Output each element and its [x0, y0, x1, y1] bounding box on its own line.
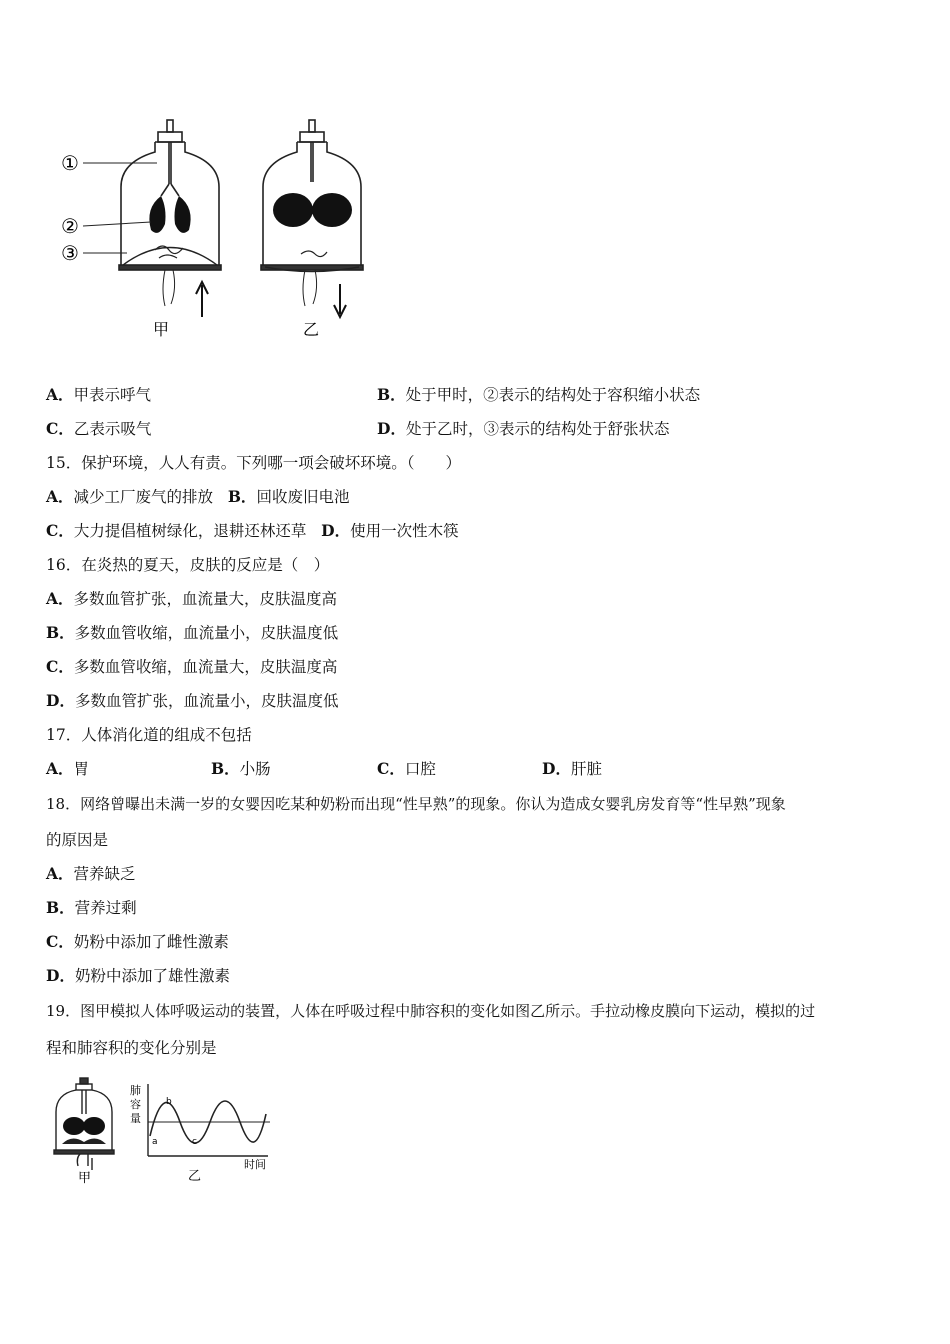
q17-option-b[interactable] [211, 759, 271, 779]
option-label: A． [46, 864, 74, 883]
fig2-caption-jia: 甲 [78, 1171, 92, 1186]
option-text: 多数血管收缩，血流量大，皮肤温度高 [73, 658, 338, 676]
option-label: B． [211, 759, 240, 778]
option-label: A． [46, 487, 74, 506]
q16-option-d[interactable] [46, 691, 338, 711]
marker-leaders [83, 163, 157, 253]
volume-chart [130, 1083, 270, 1184]
q14-option-c[interactable] [46, 419, 151, 439]
y-axis-label [128, 1076, 131, 1077]
y-label-char-1: 肺 [130, 1084, 141, 1097]
x-axis-label: 时间 [244, 1158, 266, 1171]
q15-stem: 15．保护环境，人人有责。下列哪一项会破坏环境。（ ） [46, 454, 461, 472]
y-label-char-3: 量 [130, 1112, 141, 1125]
option-text: 小肠 [239, 760, 271, 778]
option-text: 胃 [73, 760, 90, 778]
option-text: 营养过剩 [74, 899, 137, 917]
arrow-up-icon [196, 282, 208, 317]
q16-option-b[interactable] [46, 623, 338, 643]
option-label: B． [46, 623, 75, 642]
option-text: 奶粉中添加了雄性激素 [74, 967, 230, 985]
q18-stem-line2: 的原因是 [46, 831, 109, 849]
option-text: 多数血管扩张，血流量小，皮肤温度低 [74, 692, 339, 710]
option-label: D． [377, 419, 406, 438]
small-diaphragm [62, 1138, 106, 1144]
option-label: B． [227, 487, 257, 506]
point-label-b: b [166, 1097, 172, 1107]
q18-stem-line1: 18．网络曾曝出未满一岁的女婴因吃某种奶粉而出现“性早熟”的现象。你认为造成女婴乳房发育等“性早熟”现象 [46, 795, 786, 813]
q15-option-d[interactable] [321, 522, 458, 540]
caption-jia: 甲 [153, 320, 170, 339]
small-lung-left [63, 1117, 85, 1135]
option-label: D． [321, 521, 351, 540]
option-text: 营养缺乏 [73, 865, 136, 883]
q15-option-c[interactable] [46, 522, 306, 540]
option-label: A． [46, 385, 74, 404]
option-text: 大力提倡植树绿化，退耕还林还草 [73, 522, 307, 540]
q17-option-a[interactable] [46, 759, 89, 779]
option-label: C． [46, 419, 74, 438]
option-text: 肝脏 [570, 760, 602, 778]
jar-jia [119, 120, 221, 306]
q15-option-b[interactable] [228, 488, 350, 506]
bell-jar-figure [55, 112, 375, 347]
q16-option-c[interactable] [46, 657, 337, 677]
option-text: 使用一次性木筷 [350, 522, 459, 540]
q16-stem: 16．在炎热的夏天，皮肤的反应是（ ） [46, 556, 330, 574]
lung-right-yi [312, 193, 352, 227]
q18-option-a[interactable] [46, 864, 136, 884]
y-label-char-2: 容 [130, 1098, 141, 1111]
point-label-c: c [192, 1137, 197, 1147]
option-label: C． [377, 759, 405, 778]
q15-options-row1 [46, 487, 349, 507]
q18-option-c[interactable] [46, 932, 229, 952]
q15-option-a[interactable] [46, 488, 213, 506]
q19-figure [48, 1074, 288, 1196]
fig2-caption-yi: 乙 [188, 1169, 202, 1184]
q14-option-b[interactable] [377, 385, 700, 405]
q14-option-a[interactable] [46, 385, 151, 405]
option-label: D． [542, 759, 571, 778]
option-text: 多数血管收缩，血流量小，皮肤温度低 [74, 624, 339, 642]
option-text: 处于甲时，②表示的结构处于容积缩小状态 [405, 386, 701, 404]
option-label: D． [46, 691, 75, 710]
q19-stem-line1: 19．图甲模拟人体呼吸运动的装置，人体在呼吸过程中肺容积的变化如图乙所示。手拉动橡皮膜向下运动，模拟的过 [46, 1002, 816, 1020]
small-lung-right [83, 1117, 105, 1135]
point-label-a: a [152, 1137, 158, 1147]
option-label: C． [46, 932, 74, 951]
option-text: 奶粉中添加了雌性激素 [73, 933, 229, 951]
option-text: 多数血管扩张，血流量大，皮肤温度高 [73, 590, 338, 608]
q15-options-row2 [46, 521, 459, 541]
option-text: 口腔 [404, 760, 436, 778]
marker-1: ① [61, 151, 79, 175]
q14-option-d[interactable] [377, 419, 669, 439]
lung-left-yi [273, 193, 313, 227]
option-text: 乙表示吸气 [73, 420, 152, 438]
marker-3: ③ [61, 241, 79, 265]
q17-option-c[interactable] [377, 759, 436, 779]
option-label: B． [46, 898, 75, 917]
caption-yi: 乙 [303, 320, 320, 339]
q18-option-b[interactable] [46, 898, 137, 918]
q17-stem: 17．人体消化道的组成不包括 [46, 726, 252, 744]
lung-right-jia [175, 196, 191, 233]
q19-stem-line2: 程和肺容积的变化分别是 [46, 1039, 217, 1057]
q16-option-a[interactable] [46, 589, 337, 609]
q18-option-d[interactable] [46, 966, 230, 986]
option-text: 回收废旧电池 [256, 488, 350, 506]
lung-left-jia [149, 196, 165, 233]
q17-option-d[interactable] [542, 759, 602, 779]
marker-2: ② [61, 214, 79, 238]
option-label: A． [46, 589, 74, 608]
option-text: 处于乙时，③表示的结构处于舒张状态 [405, 420, 670, 438]
arrow-down-icon [334, 284, 346, 317]
option-text: 甲表示呼气 [73, 386, 152, 404]
option-label: A． [46, 759, 74, 778]
option-label: B． [377, 385, 406, 404]
option-label: C． [46, 657, 74, 676]
option-label: C． [46, 521, 74, 540]
option-label: D． [46, 966, 75, 985]
option-text: 减少工厂废气的排放 [73, 488, 214, 506]
